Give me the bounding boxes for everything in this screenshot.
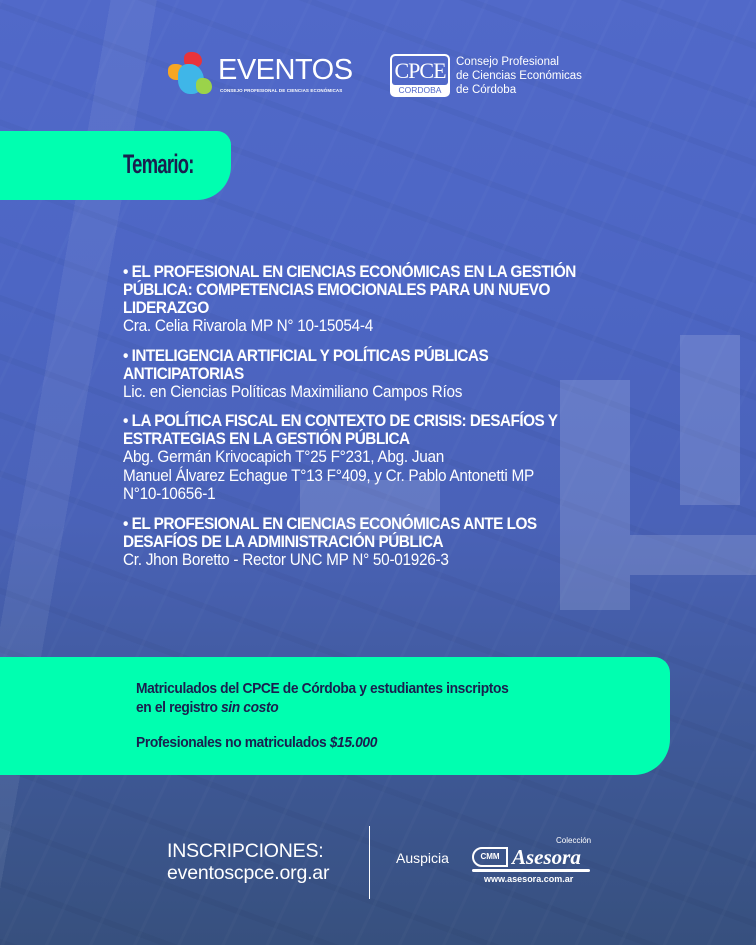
topic-title: LIDERAZGO <box>123 299 209 317</box>
topic-title: • LA POLÍTICA FISCAL EN CONTEXTO DE CRISIS: DESAFÍOS Y <box>123 412 558 430</box>
eventos-subtitle: CONSEJO PROFESIONAL DE CIENCIAS ECONÓMICAS <box>220 88 343 93</box>
eventos-title: EVENTOS <box>218 54 353 86</box>
pricing-box <box>0 657 670 775</box>
topic-title: • INTELIGENCIA ARTIFICIAL Y POLÍTICAS PÚBLICAS <box>123 346 489 365</box>
eventos-star-icon <box>166 50 220 98</box>
asesora-coleccion: Colección <box>556 836 592 845</box>
topics-list <box>123 263 723 580</box>
temario-heading: Temario: <box>123 149 194 179</box>
cpce-mark-sub: CORDOBA <box>398 85 442 95</box>
cpce-mark-text: CPCE <box>392 56 448 85</box>
asesora-url[interactable]: www.asesora.com.ar <box>484 874 574 884</box>
registration-info <box>167 840 329 884</box>
topic-speaker: Lic. en Ciencias Políticas Maximiliano Campos Ríos <box>123 382 463 401</box>
topic-speaker: Manuel Álvarez Echague T°13 F°409, y Cr. Pablo Antonetti MP <box>123 466 534 485</box>
topic-item <box>123 412 723 504</box>
cpce-name: Consejo Profesional de Ciencias Económicas de Córdoba <box>456 55 582 96</box>
sponsor-label: Auspicia <box>396 850 449 866</box>
topic-item <box>123 347 723 402</box>
asesora-underline <box>472 869 590 872</box>
topic-title: ESTRATEGIAS EN LA GESTIÓN PÚBLICA <box>123 430 410 448</box>
pricing-non-members: Profesionales no matriculados $15.000 <box>136 734 378 751</box>
cpce-mark <box>390 54 450 97</box>
asesora-logo <box>472 836 594 886</box>
topic-title: DESAFÍOS DE LA ADMINISTRACIÓN PÚBLICA <box>123 532 444 551</box>
eventos-logo <box>166 50 353 98</box>
topic-speaker: Abg. Germán Krivocapich T°25 F°231, Abg. Juan <box>123 448 445 466</box>
footer-divider <box>369 826 370 899</box>
pricing-registry: en el registro sin costo <box>136 699 279 716</box>
registration-label: INSCRIPCIONES: <box>167 840 324 862</box>
topic-item <box>123 263 723 336</box>
topic-title: • EL PROFESIONAL EN CIENCIAS ECONÓMICAS EN LA GESTIÓN <box>123 263 576 281</box>
topic-speaker: Cr. Jhon Boretto - Rector UNC MP N° 50-01926-3 <box>123 550 449 569</box>
topic-title: PÚBLICA: COMPETENCIAS EMOCIONALES PARA UN NUEVO <box>123 281 550 299</box>
topic-title: ANTICIPATORIAS <box>123 364 244 383</box>
temario-tab <box>0 131 231 200</box>
pricing-members: Matriculados del CPCE de Córdoba y estudiantes inscriptos <box>136 680 509 697</box>
topic-item <box>123 515 723 570</box>
asesora-mark-icon: CMM <box>472 847 508 867</box>
topic-speaker: Cra. Celia Rivarola MP N° 10-15054-4 <box>123 317 373 335</box>
registration-link[interactable]: eventoscpce.org.ar <box>167 862 330 884</box>
topic-title: • EL PROFESIONAL EN CIENCIAS ECONÓMICAS ANTE LOS <box>123 514 537 533</box>
asesora-name: Asesora <box>512 845 581 869</box>
topic-speaker: N°10-10656-1 <box>123 485 216 503</box>
cpce-logo <box>390 54 582 97</box>
